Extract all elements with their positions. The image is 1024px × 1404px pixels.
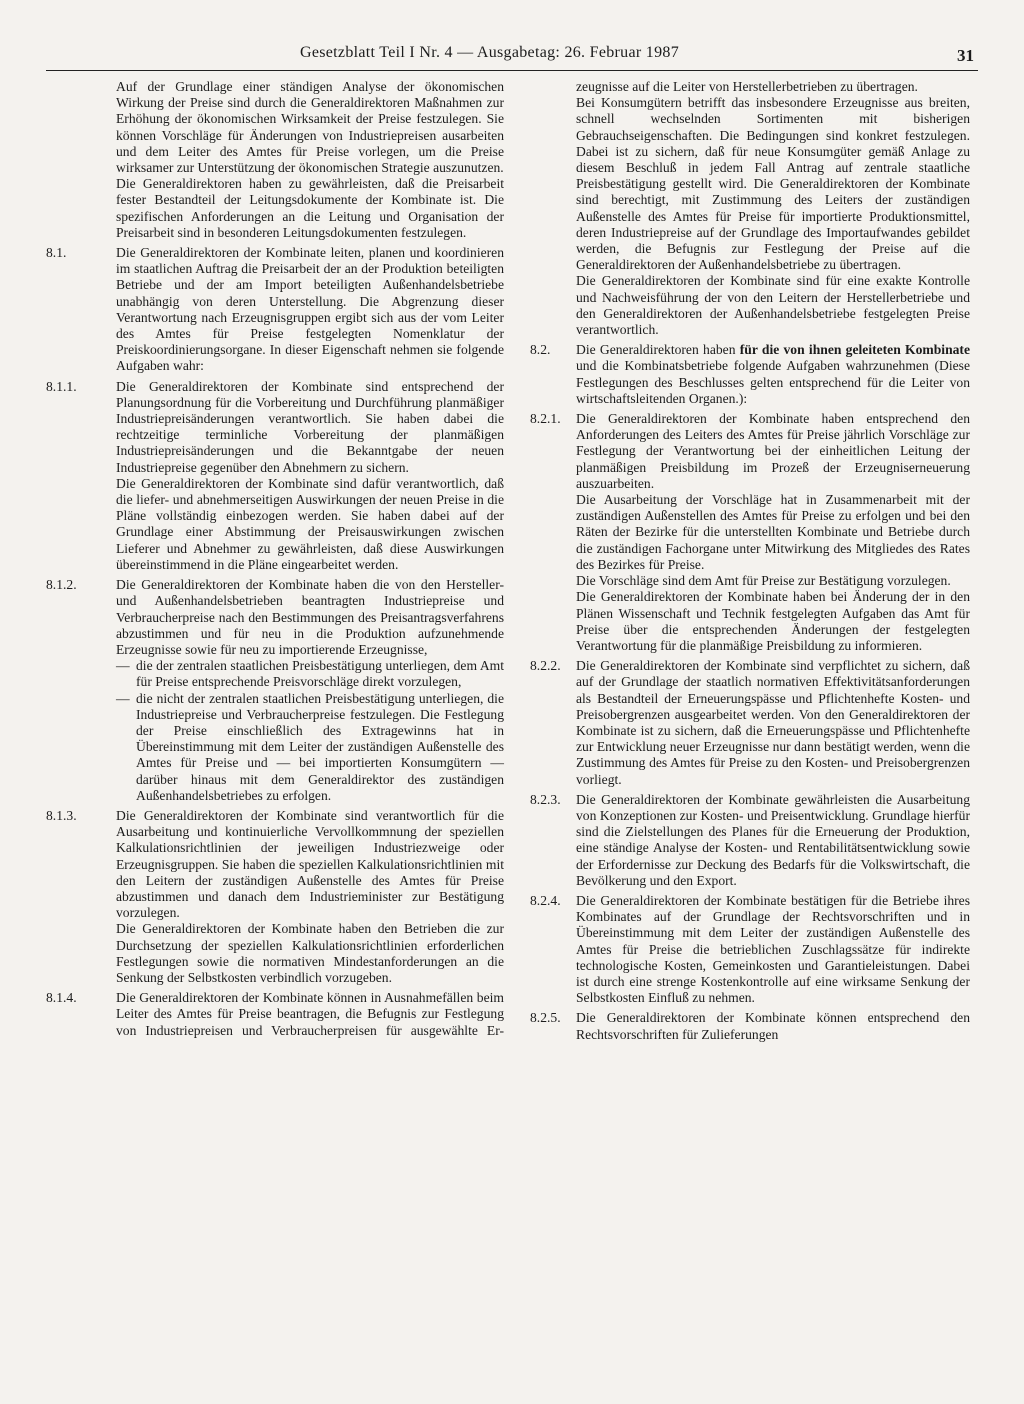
section-text: Die Generaldirektoren der Kombinate haben bei Änderung der in den Plänen Wissenschaft und Technik festgelegten Aufgaben das Amt für Preise über die entsprechenden Änderungen der festgelegten Verantwortung für die planmäßige Preisbildung zu informieren. — [576, 589, 970, 653]
dash-item — [116, 658, 504, 690]
page-header — [0, 44, 1024, 70]
publication-title: Gesetzblatt Teil I Nr. 4 — Ausgabetag: 26. Februar 1987 — [300, 44, 680, 61]
dash-marker: — — [116, 690, 130, 706]
section-text: Die Generaldirektoren der Kombinate sind verpflichtet zu sichern, daß auf der Grundlage der staatlich normativen Effektivitätsanforderungen als Bestandteil der Erneuerungspässe und Pflichtenhefte Kosten- und Preisobergrenzen ausgearbeitet werden. Von den Generaldirektoren der Kombinate ist zu sichern, daß die Erneuerungspässe und Pflichtenhefte zur Entwicklung neuer Erzeugnisse nur dann bestätigt werden, wenn die Zustimmung des Amtes für Preise zu den Kosten- und Preisobergrenzen vorliegt. — [576, 658, 970, 787]
section-number: 8.1.4. — [46, 990, 77, 1006]
section-text: Die Ausarbeitung der Vorschläge hat in Zusammenarbeit mit der zuständigen Außenstellen des Amtes für Preise zu erfolgen und bei den Räten der Bezirke für die unterstellten Kombinate und Betriebe durch die zuständigen Fachorgane unter Mitwirkung des Mitgliedes des Rates des Bezirkes für Preise. — [576, 492, 970, 572]
section-text: Bei Konsumgütern betrifft das insbesondere Erzeugnisse aus breiten, schnell wechselnden Sortimenten mit bisherigen Gebrauchseigenschaften. Die Bedingungen sind konkret festzulegen. Dabei ist zu sichern, daß für neue Konsumgüter gemäß Anlage zu diesem Beschluß in jedem Fall Antrag auf zentrale staatliche Preisbestätigung gestellt wird. Die Generaldirektoren der Kombinate sind berechtigt, mit Zustimmung des Leiters der zuständigen Außenstelle des Amtes für Preise für importierte Produktionsmittel, deren Industriepreise auf der Grundlage des Importaufwandes gebildet werden, die Befugnis zur Festlegung der Preise auf die Generaldirektoren der Außenhandelsbetriebe zu übertragen. — [576, 95, 970, 273]
dash-item-text: die nicht der zentralen staatlichen Preisbestätigung unterliegen, die Industriepreise und Verbraucherpreise festzulegen. Die Festlegung der Preise einschließlich des Extragewinns hat in Übereinstimmung mit dem Leiter der zuständigen Außenstelle des Amtes für Preise und — bei importierten Konsumgütern — darüber hinaus mit dem Generaldirektor des zuständigen Außenhandelsbetriebes zu erfolgen. — [136, 690, 504, 803]
section-text — [576, 342, 970, 407]
section-text: zeugnisse auf die Leiter von Herstellerbetrieben zu übertragen. — [576, 79, 918, 94]
section-number: 8.1.2. — [46, 577, 77, 593]
section-text: Die Generaldirektoren der Kombinate können in Ausnahmefällen beim Leiter des Amtes für Preise beantragen, die Befugnis zur Festlegung von Industriepreisen und Verbraucherpreisen für ausgewählte Er- — [116, 990, 504, 1038]
section-text: Die Vorschläge sind dem Amt für Preise zur Bestätigung vorzulegen. — [576, 573, 951, 589]
section-text-part: Die Generaldirektoren haben — [576, 342, 740, 358]
section-number: 8.2.3. — [530, 791, 561, 807]
section-8-1-4 — [46, 990, 504, 1039]
section-number: 8.2.5. — [530, 1010, 561, 1026]
section-number: 8.2.4. — [530, 892, 561, 908]
dash-item — [116, 691, 504, 804]
intro-paragraph: Die Generaldirektoren haben zu gewährleisten, daß die Preisarbeit fester Bestandteil der Leitungsdokumente der Kombinate ist. Die spezifischen Anforderungen an die Leitung und Organisation der Preisarbeit sind in besonderen Leitungsdokumenten festzulegen. — [116, 176, 504, 240]
section-text-part: und die Kombinatsbetriebe folgende Aufgaben wahrzunehmen (Diese Festlegungen des Beschlusses gelten entsprechend für die Leiter von wirtschaftsleitenden Organen.): — [576, 358, 970, 406]
right-column — [530, 79, 970, 1043]
section-8-2-2 — [530, 658, 970, 788]
intro-paragraph: Auf der Grundlage einer ständigen Analyse der ökonomischen Wirkung der Preise sind durch die Generaldirektoren Maßnahmen zur Erhöhung der ökonomischen Wirksamkeit der Preise festzulegen. Sie können Vorschläge für Änderungen von Industriepreisen ausarbeiten und dem Leiter des Amtes für Preise vorlegen, um die Preise wirksamer zur Unterstützung der ökonomischen Strategie auszunutzen. — [116, 79, 504, 176]
section-text: Die Generaldirektoren der Kombinate haben die von den Hersteller- und Außenhandelsbetrieben beantragten Industriepreise und Verbraucherpreise nach den Bestimmungen des Preisantragsverfahrens abzustimmen und für neu in die Produktion aufzunehmende Erzeugnisse sowie für neu zu importierende Erzeugnisse, — [116, 577, 504, 657]
section-number: 8.1.3. — [46, 807, 77, 823]
section-number: 8.1. — [46, 245, 67, 261]
dash-marker: — — [116, 658, 130, 674]
section-text: Die Generaldirektoren der Kombinate leiten, planen und koordinieren im staatlichen Auftrag die Preisarbeit der an der Produktion beteiligten Betriebe und der am Import beteiligten Außenhandelsbetriebe unabhängig von deren Unterstellung. Die Abgrenzung dieser Verantwortung nach Erzeugnisgruppen ergibt sich aus der vom Leiter des Amtes für Preise festgelegten Nomenklatur der Preiskoordinierungsorgane. In dieser Eigenschaft nehmen sie folgende Aufgaben wahr: — [116, 245, 504, 374]
intro-section — [46, 79, 504, 241]
section-text: Die Generaldirektoren der Kombinate können entsprechend den Rechtsvorschriften für Zulieferungen — [576, 1010, 970, 1042]
section-text: Die Generaldirektoren der Kombinate haben entsprechend den Anforderungen des Leiters des Amtes für Preise jährlich Vorschläge zur Festlegung der Verantwortung bei der einheitlichen Leitung der planmäßigen Preisbildung im Prozeß der Erzeugniserneuerung auszuarbeiten. — [576, 411, 970, 491]
section-number: 8.1.1. — [46, 378, 77, 394]
section-text: Die Generaldirektoren der Kombinate sind für eine exakte Kontrolle und Nachweisführung der von den Leitern der Herstellerbetriebe und den Generaldirektoren der Außenhandelsbetriebe festgelegten Preise verantwortlich. — [576, 273, 970, 338]
section-8-2-3 — [530, 792, 970, 889]
section-number: 8.2.2. — [530, 658, 561, 674]
dash-item-text: die der zentralen staatlichen Preisbestätigung unterliegen, dem Amt für Preise entsprechende Preisvorschläge direkt vorzulegen, — [136, 658, 504, 690]
left-column — [46, 79, 504, 1039]
section-8-1-2 — [46, 577, 504, 804]
header-rule — [46, 70, 978, 71]
continued-section — [530, 79, 970, 338]
section-text: Die Generaldirektoren der Kombinate haben den Betrieben die zur Durchsetzung der speziellen Kalkulationsrichtlinien erforderlichen Festlegungen sowie die normativen Mindestanforderungen an die Senkung der Selbstkosten verbindlich vorzugeben. — [116, 921, 504, 985]
section-text: Die Generaldirektoren der Kombinate gewährleisten die Ausarbeitung von Konzeptionen zur Kosten- und Preisentwicklung. Grundlage hierfür sind die Zielstellungen des Planes für die Erneuerung der Produktion, eine ständige Analyse der Kosten- und Rentabilitätsentwicklung sowie der Erfordernisse zur Deckung des Bedarfs für die Volkswirtschaft, die Bevölkerung und den Export. — [576, 791, 970, 888]
section-text: Die Generaldirektoren der Kombinate sind verantwortlich für die Ausarbeitung und kontinuierliche Vervollkommnung der speziellen Kalkulationsrichtlinien der jeweiligen Industriezweige oder Erzeugnisgruppen. Sie haben die speziellen Kalkulationsrichtlinien mit den Leitern der zuständigen Außenstelle des Amtes für Preise abzustimmen und danach dem Industrieminister zur Bestätigung vorzulegen. — [116, 807, 504, 921]
section-text: Die Generaldirektoren der Kombinate sind entsprechend der Planungsordnung für die Vorbereitung und Durchführung planmäßiger Industriepreisänderungen verantwortlich. Sie haben dabei die rechtzeitige terminliche Vorbereitung der planmäßigen Industriepreisänderungen und die Bekanntgabe der neuen Industriepreise gegenüber den Abnehmern zu sichern. — [116, 378, 504, 475]
section-8-2 — [530, 342, 970, 407]
section-number: 8.2. — [530, 342, 551, 358]
section-text: Die Generaldirektoren der Kombinate bestätigen für die Betriebe ihres Kombinates auf der Grundlage der Rechtsvorschriften und in Übereinstimmung mit dem Leiter der zuständigen Außenstelle des Amtes für Preise die betrieblichen Zuschlagssätze für indirekte technologische Kosten, Gemeinkosten und Garantieleistungen. Dabei ist durch eine strenge Kostenkontrolle auf eine wirksame Senkung der Selbstkosten Einfluß zu nehmen. — [576, 892, 970, 1006]
section-8-2-5 — [530, 1010, 970, 1042]
section-8-1 — [46, 245, 504, 375]
section-8-1-3 — [46, 808, 504, 986]
section-8-1-1 — [46, 379, 504, 573]
section-text: Die Generaldirektoren der Kombinate sind dafür verantwortlich, daß die liefer- und abnehmerseitigen Auswirkungen der neuen Preise in die Pläne vollständig einbezogen werden. Sie haben dabei auf der Grundlage einer Abstimmung der Preisauswirkungen zwischen Lieferer und Abnehmer zu gewährleisten, daß diese Auswirkungen übereinstimmend in die Pläne eingearbeitet werden. — [116, 475, 504, 572]
section-number: 8.2.1. — [530, 411, 561, 427]
section-8-2-4 — [530, 893, 970, 1006]
bold-phrase: für die von ihnen geleiteten Kombinate — [739, 342, 970, 358]
page-number: 31 — [957, 46, 974, 65]
section-8-2-1 — [530, 411, 970, 654]
